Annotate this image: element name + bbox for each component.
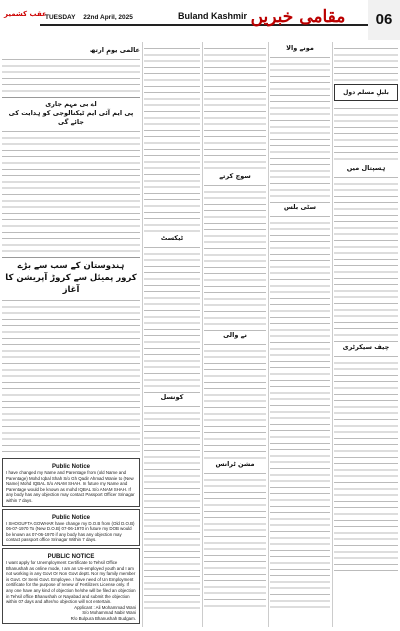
right-column <box>334 44 398 629</box>
section-title: مقامی خبریں <box>250 7 346 27</box>
story-text <box>2 296 140 456</box>
page-number: 06 <box>368 0 400 40</box>
story-text <box>334 44 398 84</box>
notice-body: I have changed my Name and Parentage from (old Name and Parentage) Mohd Iqbal Shah S/o Gh Qadir Ahmad Wanie to (New Name) Mohd IQBAL S/o ANAM SHAH. In future my Name and Parentage would be known as mohd IQBAL S/o ANAM SHAH. If any body has any objection may contact Passport Officer Srinagar within 7 days. <box>6 470 135 503</box>
notice-signature: S/o Mohammad Nabir Wani <box>82 610 136 616</box>
date-line <box>45 14 139 21</box>
story-text <box>334 173 398 343</box>
story-headline: ہندوستان کے سب سے بڑے <box>17 261 125 271</box>
story-text <box>144 243 200 393</box>
notice-body: I SHOGUFTA GOWHAR have change my D.O.B from (Old D.O.B) 06-07-1970 To (New D.O.B) 07-06-1970 in future my DOB would be known as 07-06-1970 if any body has any objection may contact passport office Srinagar Within 7 days. <box>6 520 135 543</box>
notice-body: I want apply for Unemployment Certificate to Tehsil Office Bhanushah as online mode, I am an Un-employed youth and I am not working in any Govt Or Non Govt deptt. Nor my family member is Govt. Or Semi Govt. Employee. I have need of Un Employment certificate for the purpose of renew of Fertilizers License only. If any one have any kind of objection he/she will be filed an objection in Tehsil office Bhanushah or Nayabad and submit the objection within 07 days and after/no objection will not entertain. <box>6 559 136 605</box>
text-column <box>144 44 200 629</box>
story-subhead: مونے والا <box>286 44 314 52</box>
story-text <box>270 53 330 203</box>
public-notice <box>2 548 140 625</box>
story-subhead: سٹی بلس <box>283 203 317 211</box>
column-divider <box>332 42 333 627</box>
story-text <box>334 352 398 572</box>
column-divider <box>142 42 143 627</box>
day-label: TUESDAY <box>45 14 76 21</box>
column-divider <box>268 42 269 627</box>
column-badge: بلبلِ مسلم دول <box>334 84 398 101</box>
public-notice <box>2 509 140 546</box>
notice-signature: R/o Bulpura Bhanushah Budgam. <box>70 615 136 621</box>
story-text <box>334 104 398 164</box>
story-subhead: چیف سیکرٹری <box>342 343 390 351</box>
divider <box>2 257 140 258</box>
date-label: 22nd April, 2025 <box>83 14 133 21</box>
notice-title: PUBLIC NOTICE <box>47 553 95 560</box>
public-notice <box>2 458 140 507</box>
story-text <box>144 402 200 612</box>
story-text <box>144 44 200 234</box>
story-subhead: کونسل <box>160 393 184 401</box>
story-subhead: مشن ٹرانس <box>215 460 255 468</box>
notice-title: Public Notice <box>51 514 90 521</box>
story-subhead: ٹیکسٹ <box>160 234 184 242</box>
story-headline: اے بی مہم جاری <box>45 100 97 108</box>
small-logo: عقب کشمیر <box>4 10 47 18</box>
masthead-bar <box>0 0 400 42</box>
story-headline: کرور پمیئل سے کروڑ آپریشن کا آغاز <box>5 273 137 295</box>
notice-title: Public Notice <box>51 464 90 470</box>
left-column <box>2 44 140 629</box>
paper-name: Buland Kashmir <box>178 11 248 21</box>
story-text <box>2 127 140 255</box>
story-headline: عالمی یومِ ارتھ <box>89 46 140 54</box>
notice-signature: Applicant : Ali Mohammad Wani <box>74 604 136 610</box>
column-divider <box>202 42 203 627</box>
story-text <box>204 469 266 609</box>
text-column <box>204 44 266 629</box>
story-headline: پی ایم آئی ایم ٹیکنالوجی کو ہدایت کی جائے گی <box>8 109 134 126</box>
story-text <box>270 212 330 612</box>
story-text <box>2 55 140 95</box>
story-text <box>204 44 266 172</box>
text-column <box>270 44 330 629</box>
story-subhead: سوچ کرتے <box>219 172 251 180</box>
story-text <box>204 340 266 460</box>
divider <box>2 97 140 98</box>
story-text <box>204 181 266 331</box>
story-subhead: نے والی <box>223 331 247 339</box>
story-subhead: ہسپتال میں <box>346 164 386 172</box>
